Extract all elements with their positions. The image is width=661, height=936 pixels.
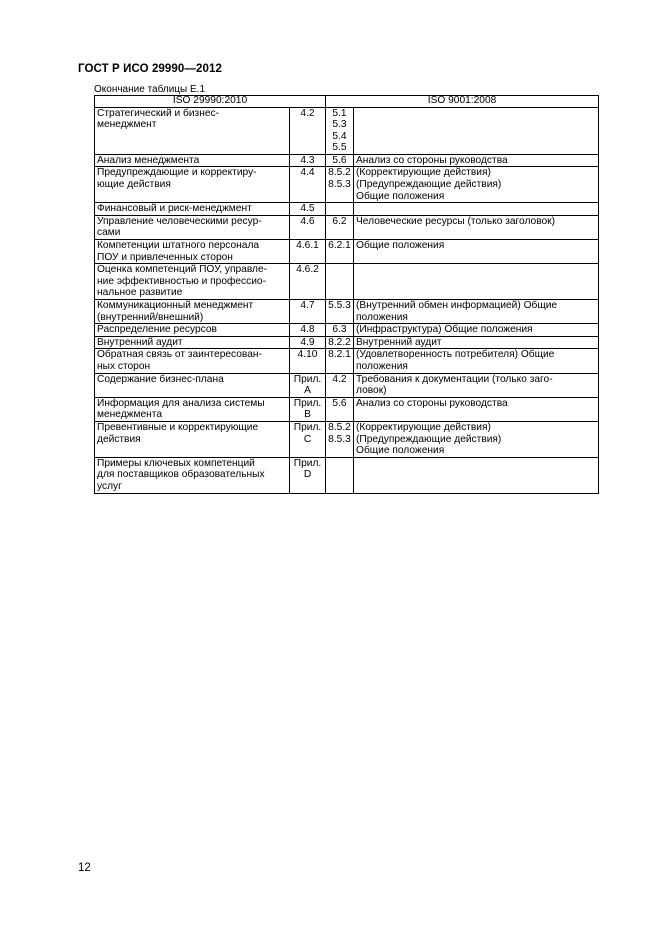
iso9001-clause-number xyxy=(326,324,354,337)
iso9001-clause-title xyxy=(354,324,599,337)
cell-line: 4.6 xyxy=(300,215,315,227)
iso9001-clause-title xyxy=(354,215,599,239)
cell-line: менеджмент xyxy=(97,119,157,131)
table-row xyxy=(95,349,599,373)
table-row xyxy=(95,300,599,324)
cell-line: Прил. xyxy=(293,457,322,469)
iso9001-clause-number xyxy=(326,397,354,421)
cell-line: Общие положения xyxy=(356,445,445,457)
cell-line: Управление человеческими ресур- xyxy=(97,215,262,227)
cell-line: 5.4 xyxy=(332,130,347,142)
cell-line: 8.5.2 xyxy=(328,167,351,179)
iso29990-clause-number xyxy=(290,336,326,349)
cell-line: 5.3 xyxy=(332,119,347,131)
iso29990-clause-title xyxy=(95,215,290,239)
iso9001-clause-number xyxy=(326,240,354,264)
header-iso-29990: ISO 29990:2010 xyxy=(95,96,326,108)
cell-line: 6.2 xyxy=(332,215,347,227)
document-header: ГОСТ Р ИСО 29990—2012 xyxy=(78,63,223,75)
cell-line: (Предупреждающие действия) xyxy=(356,433,502,445)
cell-line: 6.2.1 xyxy=(328,240,351,252)
table-row xyxy=(95,203,599,216)
iso9001-clause-number xyxy=(326,421,354,457)
iso29990-clause-title xyxy=(95,336,290,349)
iso9001-clause-title xyxy=(354,264,599,300)
iso9001-clause-title xyxy=(354,300,599,324)
header-iso-9001: ISO 9001:2008 xyxy=(326,96,599,108)
cell-line: 4.2 xyxy=(300,107,315,119)
iso9001-clause-title xyxy=(354,203,599,216)
cell-line: 8.5.2 xyxy=(328,421,351,433)
cell-line: 4.2 xyxy=(332,373,347,385)
cell-line: 8.5.3 xyxy=(328,179,351,191)
iso9001-clause-title xyxy=(354,349,599,373)
cell-line: Компетенции штатного персонала xyxy=(97,240,260,252)
cell-line: 4.7 xyxy=(300,300,315,311)
iso9001-clause-number xyxy=(326,349,354,373)
iso9001-clause-number xyxy=(326,167,354,203)
iso9001-clause-number xyxy=(326,457,354,493)
cell-line: А xyxy=(304,385,311,397)
cell-line: (Внутренний обмен информацией) Общие xyxy=(356,300,558,311)
table-header-row xyxy=(95,96,599,108)
cell-line: (Корректирующие действия) xyxy=(356,167,491,179)
iso29990-clause-number xyxy=(290,215,326,239)
cell-line: (Инфраструктура) Общие положения xyxy=(356,324,533,336)
iso29990-clause-number xyxy=(290,324,326,337)
table-row xyxy=(95,154,599,167)
cell-line: Анализ менеджмента xyxy=(97,154,200,166)
cell-line: 4.4 xyxy=(300,167,315,179)
cell-line: Общие положения xyxy=(356,190,445,202)
cell-line: Содержание бизнес-плана xyxy=(97,373,224,385)
iso29990-clause-title xyxy=(95,324,290,337)
table-row xyxy=(95,457,599,493)
cell-line: С xyxy=(303,433,312,445)
iso9001-clause-title xyxy=(354,457,599,493)
cell-line: ПОУ и привлеченных сторон xyxy=(97,251,233,263)
cell-line: 5.5 xyxy=(332,142,347,154)
cell-line: услуг xyxy=(97,480,122,492)
table-row xyxy=(95,167,599,203)
cell-line: 5.1 xyxy=(332,107,347,119)
table-row xyxy=(95,324,599,337)
table-row xyxy=(95,336,599,349)
iso29990-clause-title xyxy=(95,457,290,493)
iso29990-clause-number xyxy=(290,264,326,300)
cell-line: D xyxy=(303,469,312,481)
iso9001-clause-title xyxy=(354,167,599,203)
cell-line: Прил. xyxy=(293,421,322,433)
cell-line: сами xyxy=(97,227,121,239)
cell-line: Превентивные и корректирующие xyxy=(97,421,259,433)
iso29990-clause-title xyxy=(95,154,290,167)
cell-line: Примеры ключевых компетенций xyxy=(97,457,255,469)
iso29990-clause-number xyxy=(290,373,326,397)
cell-line: ных сторон xyxy=(97,360,151,372)
iso29990-clause-title xyxy=(95,421,290,457)
cell-line: Информация для анализа системы xyxy=(97,397,265,409)
cell-line: 5.6 xyxy=(332,154,347,166)
cell-line: 6.3 xyxy=(332,324,347,336)
cell-line: ловок) xyxy=(356,385,387,397)
iso9001-clause-number xyxy=(326,336,354,349)
cell-line: 8.5.3 xyxy=(328,433,351,445)
iso29990-clause-title xyxy=(95,240,290,264)
cell-line: для поставщиков образовательных xyxy=(97,469,265,481)
page-number: 12 xyxy=(78,862,91,874)
cell-line: 4.6.1 xyxy=(296,240,319,252)
iso29990-clause-number xyxy=(290,167,326,203)
cell-line: Общие положения xyxy=(356,240,445,252)
iso9001-clause-number xyxy=(326,203,354,216)
cell-line: действия xyxy=(97,433,141,445)
cell-line: Оценка компетенций ПОУ, управле- xyxy=(97,264,268,276)
cell-line: Анализ со стороны руководства xyxy=(356,154,508,166)
cell-line: 4.8 xyxy=(300,324,315,336)
iso9001-clause-title xyxy=(354,107,599,154)
table-row xyxy=(95,397,599,421)
cell-line: Прил. xyxy=(293,397,322,409)
iso9001-clause-title xyxy=(354,373,599,397)
iso29990-clause-title xyxy=(95,397,290,421)
iso29990-clause-number xyxy=(290,107,326,154)
cell-line: менеджмента xyxy=(97,409,163,421)
iso9001-clause-number xyxy=(326,373,354,397)
iso29990-clause-title xyxy=(95,107,290,154)
cell-line: Внутренний аудит xyxy=(97,336,183,348)
iso9001-clause-title xyxy=(354,336,599,349)
iso9001-clause-number xyxy=(326,300,354,324)
cell-line: 5.6 xyxy=(332,397,347,409)
table-row xyxy=(95,215,599,239)
cell-line: В xyxy=(304,409,311,421)
table-row xyxy=(95,421,599,457)
cell-line: (Корректирующие действия) xyxy=(356,421,491,433)
iso9001-clause-title xyxy=(354,397,599,421)
cell-line: Стратегический и бизнес- xyxy=(97,107,219,119)
cell-line: 4.10 xyxy=(297,349,318,361)
cell-line: положения xyxy=(356,311,408,323)
iso29990-clause-number xyxy=(290,203,326,216)
cell-line: положения xyxy=(356,360,408,372)
iso29990-clause-number xyxy=(290,154,326,167)
cell-line: 8.2.1 xyxy=(328,349,351,361)
cell-line: Обратная связь от заинтересован- xyxy=(97,349,262,361)
cell-line: (внутренний/внешний) xyxy=(97,311,204,323)
cell-line: Предупреждающие и корректиру- xyxy=(97,167,257,179)
iso29990-clause-number xyxy=(290,300,326,324)
iso9001-clause-title xyxy=(354,421,599,457)
cell-line: (Предупреждающие действия) xyxy=(356,179,502,191)
cell-line: Человеческие ресурсы (только заголовок) xyxy=(356,215,556,227)
table-row xyxy=(95,264,599,300)
cell-line: нальное развитие xyxy=(97,287,183,299)
cell-line: 4.3 xyxy=(300,154,315,166)
cell-line: Анализ со стороны руководства xyxy=(356,397,508,409)
table-caption: Окончание таблицы Е.1 xyxy=(94,84,206,95)
iso29990-clause-number xyxy=(290,421,326,457)
cell-line: Распределение ресурсов xyxy=(97,324,217,336)
iso9001-clause-number xyxy=(326,107,354,154)
cell-line: Прил. xyxy=(293,373,322,385)
iso9001-clause-number xyxy=(326,264,354,300)
iso29990-clause-title xyxy=(95,373,290,397)
iso29990-clause-number xyxy=(290,240,326,264)
cell-line: 4.6.2 xyxy=(296,264,319,276)
cell-line: 8.2.2 xyxy=(328,336,351,348)
mapping-table xyxy=(94,95,599,494)
cell-line: Финансовый и риск-менеджмент xyxy=(97,203,252,215)
table-row xyxy=(95,373,599,397)
cell-line: Коммуникационный менеджмент xyxy=(97,300,254,311)
iso29990-clause-title xyxy=(95,300,290,324)
cell-line: Внутренний аудит xyxy=(356,336,442,348)
cell-line: 4.9 xyxy=(300,336,315,348)
iso9001-clause-title xyxy=(354,154,599,167)
cell-line: 5.5.3 xyxy=(328,300,351,311)
table-row xyxy=(95,240,599,264)
cell-line: Требования к документации (только заго- xyxy=(356,373,553,385)
iso29990-clause-number xyxy=(290,397,326,421)
iso9001-clause-number xyxy=(326,215,354,239)
cell-line: ние эффективностью и профессио- xyxy=(97,275,266,287)
iso29990-clause-number xyxy=(290,457,326,493)
iso29990-clause-title xyxy=(95,349,290,373)
iso29990-clause-title xyxy=(95,264,290,300)
iso9001-clause-title xyxy=(354,240,599,264)
iso9001-clause-number xyxy=(326,154,354,167)
table-row xyxy=(95,107,599,154)
iso29990-clause-title xyxy=(95,203,290,216)
cell-line: 4.5 xyxy=(300,203,315,215)
iso29990-clause-number xyxy=(290,349,326,373)
cell-line: (Удовлетворенность потребителя) Общие xyxy=(356,349,555,361)
cell-line: ющие действия xyxy=(97,179,171,191)
iso29990-clause-title xyxy=(95,167,290,203)
